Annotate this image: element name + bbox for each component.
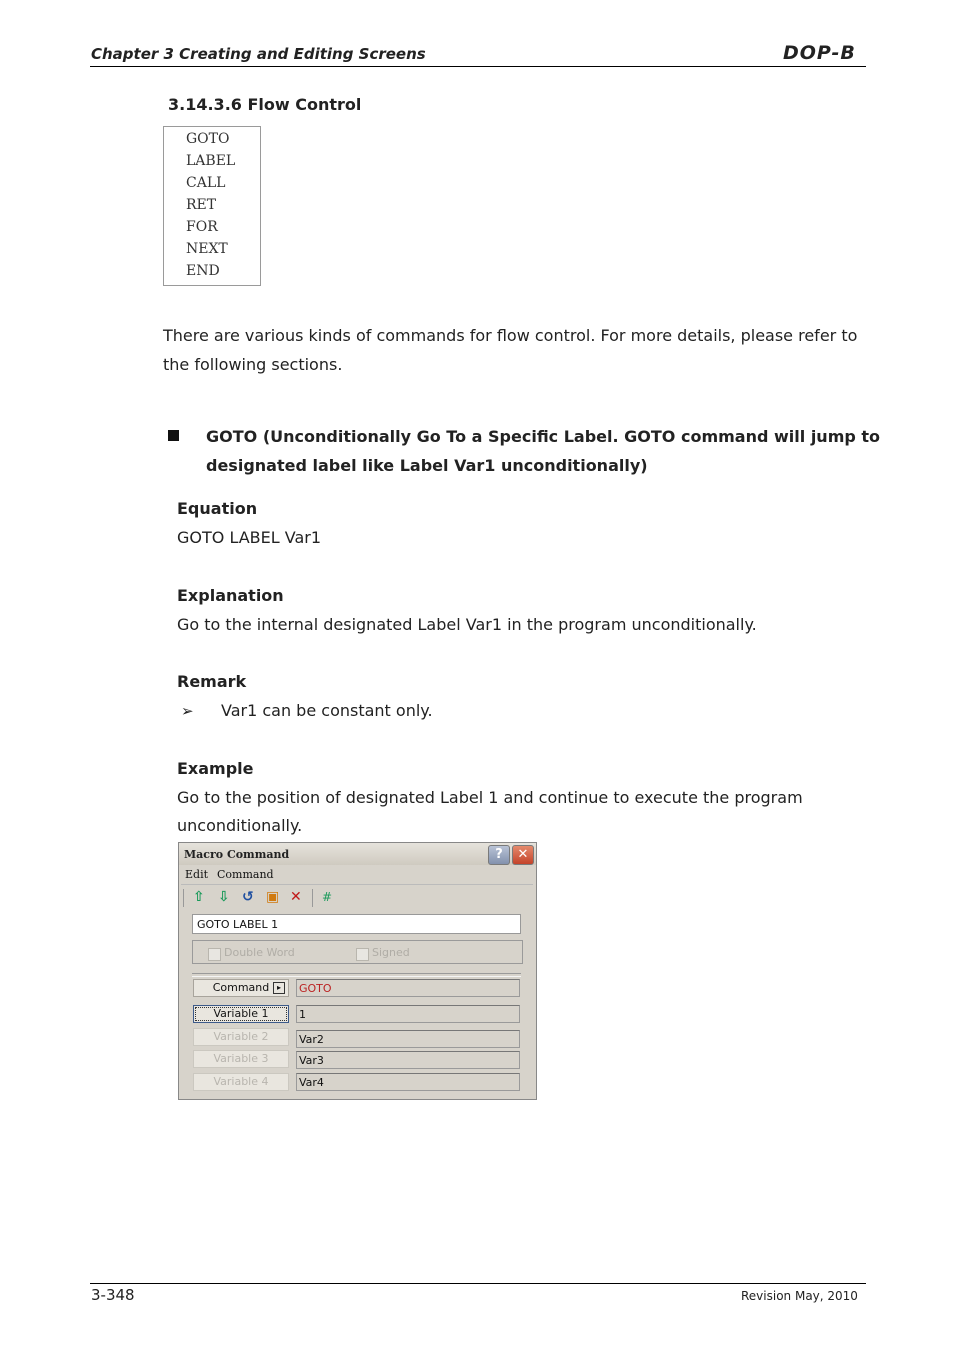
variable-2-button: Variable 2 (193, 1028, 289, 1046)
options-group (192, 940, 523, 964)
paste-icon[interactable]: ▣ (266, 889, 280, 905)
flow-command-item: END (186, 263, 220, 279)
move-up-icon[interactable]: ⇧ (193, 889, 205, 905)
example-line-1: Go to the position of designated Label 1 and continue to execute the program (177, 788, 803, 807)
example-line-2: unconditionally. (177, 816, 303, 835)
goto-heading-line-2: designated label like Label Var1 unconditionally) (206, 456, 648, 475)
flow-command-item: NEXT (186, 241, 228, 257)
menu-bar (181, 867, 533, 885)
flow-command-item: CALL (186, 175, 226, 191)
variable-4-button: Variable 4 (193, 1073, 289, 1091)
undo-icon[interactable]: ↺ (242, 889, 254, 905)
toolbar-separator (183, 889, 184, 907)
remark-label: Remark (177, 672, 247, 691)
flow-command-item: RET (186, 197, 217, 213)
footer-rule (90, 1283, 866, 1284)
page-number: 3-348 (91, 1286, 135, 1304)
variable-1-button[interactable]: Variable 1 (193, 1005, 289, 1023)
toolbar (183, 888, 343, 908)
variable-4-value: Var4 (296, 1073, 520, 1091)
dialog-titlebar[interactable] (179, 843, 536, 865)
flow-command-item: GOTO (186, 131, 230, 147)
flow-command-item: FOR (186, 219, 218, 235)
revision-date: Revision May, 2010 (741, 1289, 858, 1303)
arrow-bullet-icon: ➢ (181, 702, 194, 720)
divider (192, 973, 521, 977)
toolbar-separator (312, 889, 313, 907)
square-bullet-icon (168, 430, 179, 441)
variable-3-button: Variable 3 (193, 1050, 289, 1068)
help-button[interactable]: ? (488, 845, 510, 865)
menu-command[interactable]: Command (217, 868, 274, 881)
move-down-icon[interactable]: ⇩ (218, 889, 230, 905)
flow-command-list (163, 126, 261, 286)
dialog-title: Macro Command (184, 848, 290, 861)
dropdown-arrow-icon: ▸ (273, 982, 285, 994)
remark-text: Var1 can be constant only. (221, 701, 433, 720)
equation-text: GOTO LABEL Var1 (177, 528, 322, 547)
example-label: Example (177, 759, 254, 778)
signed-label: Signed (372, 946, 410, 959)
menu-edit[interactable]: Edit (185, 868, 209, 881)
goto-heading-line-1: GOTO (Unconditionally Go To a Specific Label. GOTO command will jump to (206, 427, 881, 446)
command-value: GOTO (296, 979, 520, 997)
header-rule (90, 66, 866, 67)
close-button[interactable]: ✕ (512, 845, 534, 865)
command-button-label: Command (212, 981, 270, 994)
delete-icon[interactable]: ✕ (290, 889, 302, 905)
comment-icon[interactable]: # (322, 890, 333, 904)
command-button[interactable] (193, 979, 289, 997)
brand-logo: DOP-B (783, 42, 856, 64)
command-line-input[interactable]: GOTO LABEL 1 (192, 914, 521, 934)
signed-checkbox[interactable] (356, 948, 369, 961)
variable-1-value[interactable]: 1 (296, 1005, 520, 1023)
flow-command-item: LABEL (186, 153, 236, 169)
section-title: 3.14.3.6 Flow Control (168, 95, 362, 114)
variable-2-value: Var2 (296, 1030, 520, 1048)
macro-command-dialog (178, 842, 537, 1100)
double-word-label: Double Word (224, 946, 295, 959)
intro-line-2: the following sections. (163, 355, 343, 374)
explanation-label: Explanation (177, 586, 284, 605)
explanation-text: Go to the internal designated Label Var1 in the program unconditionally. (177, 615, 757, 634)
variable-3-value: Var3 (296, 1051, 520, 1069)
equation-label: Equation (177, 499, 258, 518)
double-word-checkbox[interactable] (208, 948, 221, 961)
chapter-title: Chapter 3 Creating and Editing Screens (91, 45, 426, 63)
intro-line-1: There are various kinds of commands for flow control. For more details, please refer to (163, 326, 858, 345)
